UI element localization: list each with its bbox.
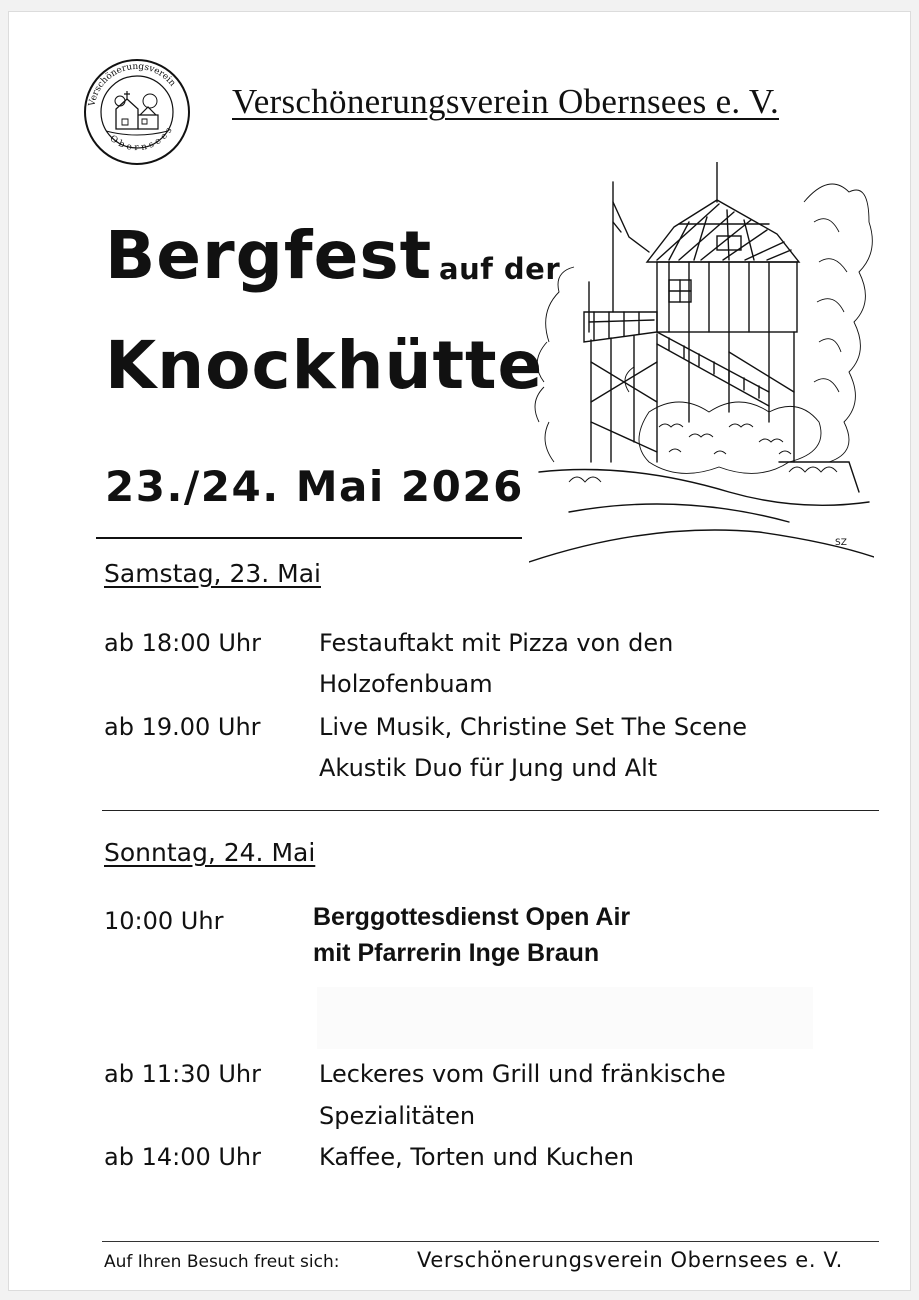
- svg-text:Obernsees: Obernsees: [107, 123, 177, 154]
- svg-text:Verschönerungsverein: Verschönerungsverein: [87, 61, 178, 108]
- club-seal-logo: [82, 57, 192, 167]
- sunday-time-3: ab 14:00 Uhr: [104, 1143, 262, 1171]
- event-date: 23./24. Mai 2026: [105, 462, 524, 511]
- footer-divider: [102, 1241, 879, 1242]
- svg-text:SZ: SZ: [835, 538, 847, 548]
- day-divider: [102, 810, 879, 811]
- knockhuette-illustration: [529, 162, 874, 607]
- saturday-desc-2-line1: Live Musik, Christine Set The Scene: [319, 713, 748, 741]
- saturday-desc-2-line2: Akustik Duo für Jung und Alt: [319, 754, 658, 782]
- headline-bergfest: Bergfest: [105, 217, 433, 294]
- saturday-time-1: ab 18:00 Uhr: [104, 629, 262, 657]
- headline-location: Knockhütte: [105, 327, 544, 404]
- blank-patch: [317, 987, 813, 1049]
- saturday-time-2: ab 19.00 Uhr: [104, 713, 261, 741]
- headline-connector: auf der: [439, 252, 561, 286]
- sunday-desc-3-line1: Kaffee, Torten und Kuchen: [319, 1143, 634, 1171]
- sunday-desc-2-line2: Spezialitäten: [319, 1102, 476, 1130]
- saturday-desc-1-line1: Festauftakt mit Pizza von den: [319, 629, 674, 657]
- saturday-desc-1-line2: Holzofenbuam: [319, 670, 493, 698]
- title-divider: [96, 537, 522, 539]
- sunday-desc-1-line1: Berggottesdienst Open Air: [313, 903, 631, 931]
- saturday-heading: Samstag, 23. Mai: [104, 559, 321, 588]
- footer-organization: Verschönerungsverein Obernsees e. V.: [417, 1248, 843, 1272]
- footer-greeting: Auf Ihren Besuch freut sich:: [104, 1252, 340, 1272]
- sunday-time-2: ab 11:30 Uhr: [104, 1060, 262, 1088]
- sunday-desc-1-line2: mit Pfarrerin Inge Braun: [313, 939, 600, 967]
- sunday-time-1: 10:00 Uhr: [104, 907, 224, 935]
- organization-title: Verschönerungsverein Obernsees e. V.: [232, 82, 779, 121]
- sunday-desc-2-line1: Leckeres vom Grill und fränkische: [319, 1060, 726, 1088]
- poster-page: [8, 11, 911, 1291]
- sunday-heading: Sonntag, 24. Mai: [104, 838, 316, 867]
